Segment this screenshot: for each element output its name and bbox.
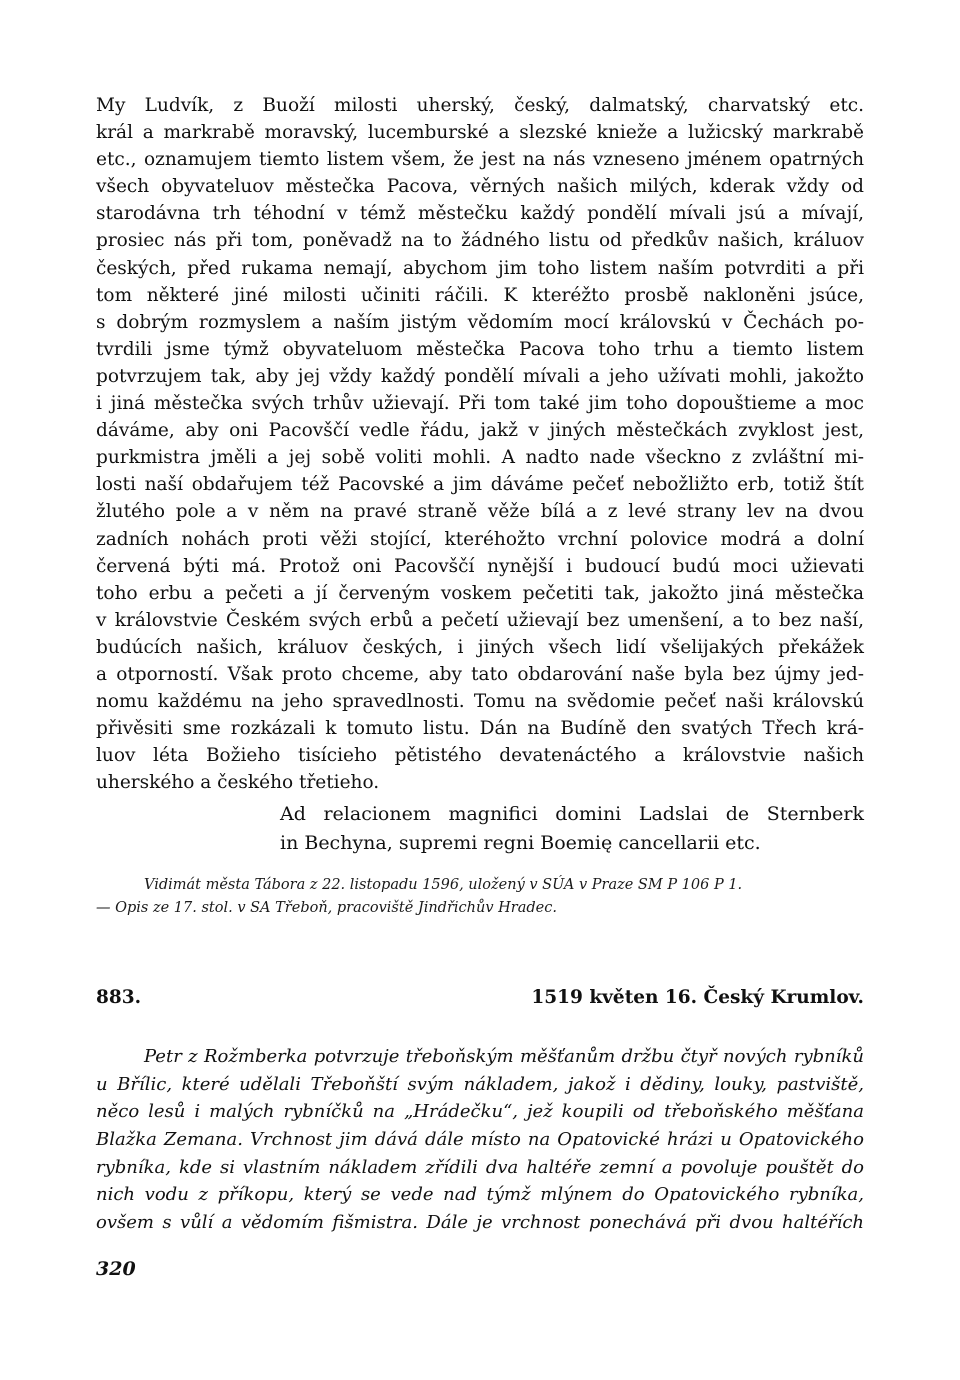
charter-line: potvrzujem tak, aby jej vždy každý pondělí mívali a jeho užívati mohli, jakožto (96, 365, 864, 387)
charter-line: My Ludvík, z Buoží milosti uherský, český, dalmatský, charvatský etc. (96, 95, 864, 116)
source-note (96, 874, 864, 920)
charter-line: všech obyvateluov městečka Pacova, věrných našich milých, kderak vždy od (96, 176, 864, 198)
charter-line: uherského a českého třetieho. (96, 772, 380, 794)
charter-line: budúcích našich, králuov českých, i jiných všech lidí všelijakých překážek (96, 636, 864, 658)
charter-line: zadních nohách proti věži stojící, kteréhožto vrchní polovice modrá a dolní (96, 528, 864, 550)
source-note-line: — Opis ze 17. stol. v SA Třeboň, pracoviště Jindřichův Hradec. (96, 900, 557, 917)
charter-line: toho erbu a pečeti a jí červeným voskem pečetiti tak, jakožto jiná městečka (96, 582, 864, 604)
regest-line: u Břílic, které udělali Třeboňští svým nákladem, jakož i dědiny, louky, pastviště, (96, 1073, 864, 1095)
regest (96, 1043, 864, 1237)
charter-line: starodávna trh téhodní v témž městečku každý pondělí mívali jsú a mívají, (96, 203, 864, 225)
charter-line: červená býti má. Protož oni Pacovščí nynější i budoucí budú moci užievati (96, 555, 864, 577)
charter-line: přivěsiti sme rozkázali k tomuto listu. Dán na Budíně den svatých Třech krá- (96, 718, 864, 740)
charter-line: českých, před rukama nemají, abychom jim toho listem naším potvrditi a při (96, 257, 864, 279)
chancery-note-line: in Bechyna, supremi regni Boemię cancellarii etc. (280, 832, 761, 855)
source-note-line: Vidimát města Tábora z 22. listopadu 1596, uložený v SÚA v Praze SM P 106 P 1. (144, 877, 743, 894)
charter-line: purkmistra jměli a jej sobě voliti mohli. A nadto nade všeckno z zvláštní mi- (96, 447, 864, 469)
charter-line: král a markrabě moravský, lucemburské a slezské knieže a lužicský markrabě (96, 122, 864, 144)
document-page (96, 92, 864, 920)
charter-line: a otporností. Však proto chceme, aby tato obdarování naše byla bez újmy jed- (96, 663, 864, 685)
charter-text (96, 92, 864, 796)
regest-line: ovšem s vůlí a vědomím fišmistra. Dále je vrchnost ponechává při dvou haltéřích (96, 1212, 864, 1234)
charter-line: i jiná městečka svých trhův užievají. Při tom také jim toho dopouštieme a moc (96, 393, 864, 415)
entry-date-place: 1519 květen 16. Český Krumlov. (531, 987, 864, 1008)
charter-line: tvrdili jsme týmž obyvateluom městečka Pacova toho trhu a tiemto listem (96, 338, 864, 360)
charter-line: losti naší obdařujem též Pacovské a jim dáváme pečeť nebožližto erb, totiž štít (96, 474, 864, 496)
chancery-note (280, 800, 864, 858)
regest-line: rybníka, kde si vlastním nákladem zřídili dva haltéře zemní a povoluje pouštět do (96, 1156, 864, 1178)
charter-line: tom některé jiné milosti učiniti ráčili. K kteréžto prosbě nakloněni jsúce, (96, 284, 864, 306)
regest-line: něco lesů i malých rybníčků na „Hrádečku“, jež koupili od třeboňského měšťana (96, 1101, 864, 1123)
entry-number: 883. (96, 987, 142, 1008)
charter-line: žlutého pole a v něm na pravé straně věže bílá a z levé strany lev na dvou (96, 501, 864, 523)
regest-line: Blažka Zemana. Vrchnost jim dává dále místo na Opatovické hrázi u Opatovického (96, 1129, 864, 1151)
charter-line: s dobrým rozmyslem a naším jistým vědomím mocí královskú v Čechách po- (96, 311, 864, 333)
regest-line: nich vodu z příkopu, který se vede nad týmž mlýnem do Opatovického rybníka, (96, 1184, 864, 1206)
charter-line: etc., oznamujem tiemto listem všem, že jest na nás vzneseno jménem opatrných (96, 149, 864, 171)
charter-line: nomu každému na jeho spravedlnosti. Tomu na svědomie pečeť naši královskú (96, 691, 864, 713)
chancery-note-line: Ad relacionem magnifici domini Ladslai de Sternberk (280, 803, 864, 826)
charter-line: dáváme, aby oni Pacovščí vedle řádu, jakž v jiných městečkách zvyklost jest, (96, 420, 864, 442)
charter-line: luov léta Božieho tisícieho pětistého devatenáctého a královstvie našich (96, 745, 864, 767)
entry-heading (96, 987, 864, 1013)
page-number: 320 (96, 1258, 136, 1280)
regest-line: Petr z Rožmberka potvrzuje třeboňským měšťanům držbu čtyř nových rybníků (144, 1046, 864, 1067)
charter-line: v královstvie Českém svých erbů a pečetí užievají bez umenšení, a to bez naší, (96, 609, 864, 631)
charter-line: prosiec nás při tom, poněvadž na to žádného listu od předkův našich, králuov (96, 230, 864, 252)
